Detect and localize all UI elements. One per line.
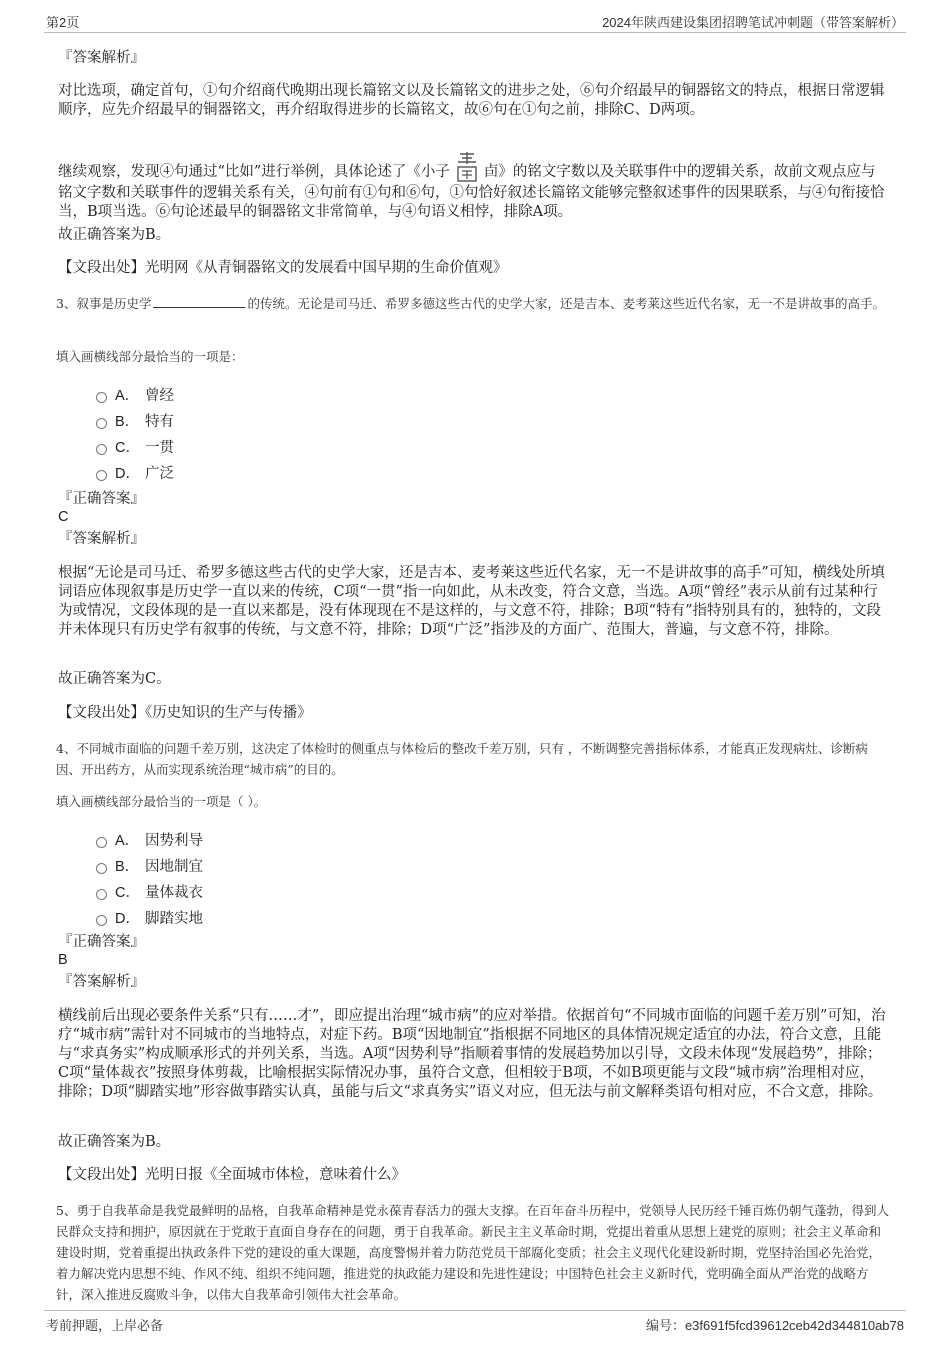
radio-button[interactable] (96, 863, 107, 874)
q4-conclusion: 故正确答案为B。 (58, 1134, 171, 1150)
analysis-label: 『答案解析』 (58, 50, 145, 66)
q2-conclusion: 故正确答案为B。 (58, 227, 171, 243)
radio-button[interactable] (96, 470, 107, 481)
q3-stem: 3、叙事是历史学 的传统。无论是司马迁、希罗多德这些古代的史学大家，还是吉本、麦考莱这些近代名家，无一不是讲故事的高手。 (56, 296, 885, 311)
q4-option-b[interactable]: B． 因地制宜 (96, 855, 203, 876)
q3-option-c[interactable]: C． 一贯 (96, 436, 174, 457)
analysis-label: 『答案解析』 (58, 974, 145, 990)
q4-option-c[interactable]: C． 量体裁衣 (96, 881, 203, 902)
q3-answer: C (58, 509, 69, 525)
radio-button[interactable] (96, 915, 107, 926)
q2-source: 【文段出处】光明网《从青铜器铭文的发展看中国早期的生命价值观》 (58, 260, 508, 276)
correct-label: 『正确答案』 (58, 491, 145, 507)
q3-analysis: 根据“无论是司马迁、希罗多德这些古代的史学大家，还是吉本、麦考莱这些近代名家，无一不是讲故事的高手”可知，横线处所填词语应体现叙事是历史学一直以来的传统，C项“一贯”指一向如此，从未改变，符合文意，当选。A项“曾经”表示从前有过某种行为或情况，文段体现的是一直以来都是，没有体现现在不是这样的，与文意不符，排除；B项“特有”指特别具有的，独特的，文段并未体现只有历史学有叙事的传统，与文意不符，排除；D项“广泛”指涉及的方面广、范围大，普遍，与文意不符，排除。 (58, 565, 885, 638)
footer-slogan: 考前押题，上岸必备 (46, 1318, 164, 1333)
page-number: 第2页 (46, 15, 80, 30)
q4-prompt: 填入画横线部分最恰当的一项是（ ）。 (56, 794, 267, 809)
document-id: 编号：e3f691f5fcd39612ceb42d344810ab78 (645, 1318, 904, 1333)
correct-label: 『正确答案』 (58, 934, 145, 950)
q2-analysis-p2: 继续观察，发现④句通过“比如”进行举例，具体论述了《小子 卣》的铭文字数以及关联事件中的逻辑关系，故前文观点应与铭文字数和关联事件的逻辑关系有关，④句前有①句和⑥句，①句恰好叙述长篇铭文能够完整叙述事件的因果联系，与④句衔接恰当，B项当选。⑥句论述最早的铜器铭文非常简单，与④句语义相悖，排除A项。 (58, 150, 888, 222)
q3-option-a[interactable]: A． 曾经 (96, 384, 174, 405)
q3-conclusion: 故正确答案为C。 (58, 671, 171, 687)
radio-button[interactable] (96, 418, 107, 429)
q3-source: 【文段出处】《历史知识的生产与传播》 (58, 705, 312, 721)
q3-option-d[interactable]: D． 广泛 (96, 462, 174, 483)
q2-analysis-p1: 对比选项，确定首句，①句介绍商代晚期出现长篇铭文以及长篇铭文的进步之处，⑥句介绍最早的铜器铭文的特点，根据日常逻辑顺序，应先介绍最早的铜器铭文，再介绍取得进步的长篇铭文，故⑥句在①句之前，排除C、D两项。 (58, 83, 885, 118)
radio-button[interactable] (96, 889, 107, 900)
q4-option-a[interactable]: A． 因势利导 (96, 829, 203, 850)
q4-analysis: 横线前后出现必要条件关系“只有……才”，即应提出治理“城市病”的应对举措。依据首句“不同城市面临的问题千差万别”可知，治疗“城市病”需针对不同城市的当地特点，对症下药。B项“因地制宜”指根据不同地区的具体情况规定适宜的办法，符合文意，且能与“求真务实”构成顺承形式的并列关系，当选。A项“因势利导”指顺着事情的发展趋势加以引导，文段未体现“发展趋势”，排除；C项“量体裁衣”按照身体剪裁，比喻根据实际情况办事，虽符合文意，但相较于B项，不如B项更能与文段“城市病”治理相对应，排除；D项“脚踏实地”形容做事踏实认真，虽能与后文“求真务实”语义对应，但无法与前文解释类语句相对应，不合文意，排除。 (58, 1008, 886, 1100)
page-footer (44, 1310, 906, 1339)
archaic-character-image (452, 150, 482, 184)
q4-answer: B (58, 952, 68, 968)
q4-stem: 4、不同城市面临的问题千差万别，这决定了体检时的侧重点与体检后的整改千差万别，只有 ，不断调整完善指标体系，才能真正发现病灶、诊断病因、开出药方，从而实现系统治理“城市病”的目的。 (56, 741, 868, 777)
q3-option-b[interactable]: B． 特有 (96, 410, 174, 431)
page-header (44, 10, 906, 33)
q4-option-d[interactable]: D． 脚踏实地 (96, 907, 203, 928)
radio-button[interactable] (96, 392, 107, 403)
q4-source: 【文段出处】光明日报《全面城市体检，意味着什么》 (58, 1167, 406, 1183)
radio-button[interactable] (96, 837, 107, 848)
analysis-label: 『答案解析』 (58, 531, 145, 547)
radio-button[interactable] (96, 444, 107, 455)
document-title: 2024年陕西建设集团招聘笔试冲刺题（带答案解析） (602, 15, 904, 30)
fill-blank (153, 295, 245, 308)
q3-prompt: 填入画横线部分最恰当的一项是： (56, 349, 244, 364)
q5-stem: 5、勇于自我革命是我党最鲜明的品格，自我革命精神是党永葆青春活力的强大支撑。在百年奋斗历程中，党领导人民历经千锤百炼仍朝气蓬勃，得到人民群众支持和拥护，原因就在于党敢于直面自身存在的问题，勇于自我革命。新民主主义革命时期，党提出着重从思想上建党的原则；社会主义革命和建设时期，党着重提出执政条件下党的建设的重大课题，高度警惕并着力防范党员干部腐化变质；社会主义现代化建设新时期，党坚持治国必先治党，着力解决党内思想不纯、作风不纯、组织不纯问题，推进党的执政能力建设和先进性建设；中国特色社会主义新时代，党明确全面从严治党的战略方针，深入推进反腐败斗争，以伟大自我革命引领伟大社会革命。 (56, 1203, 889, 1302)
